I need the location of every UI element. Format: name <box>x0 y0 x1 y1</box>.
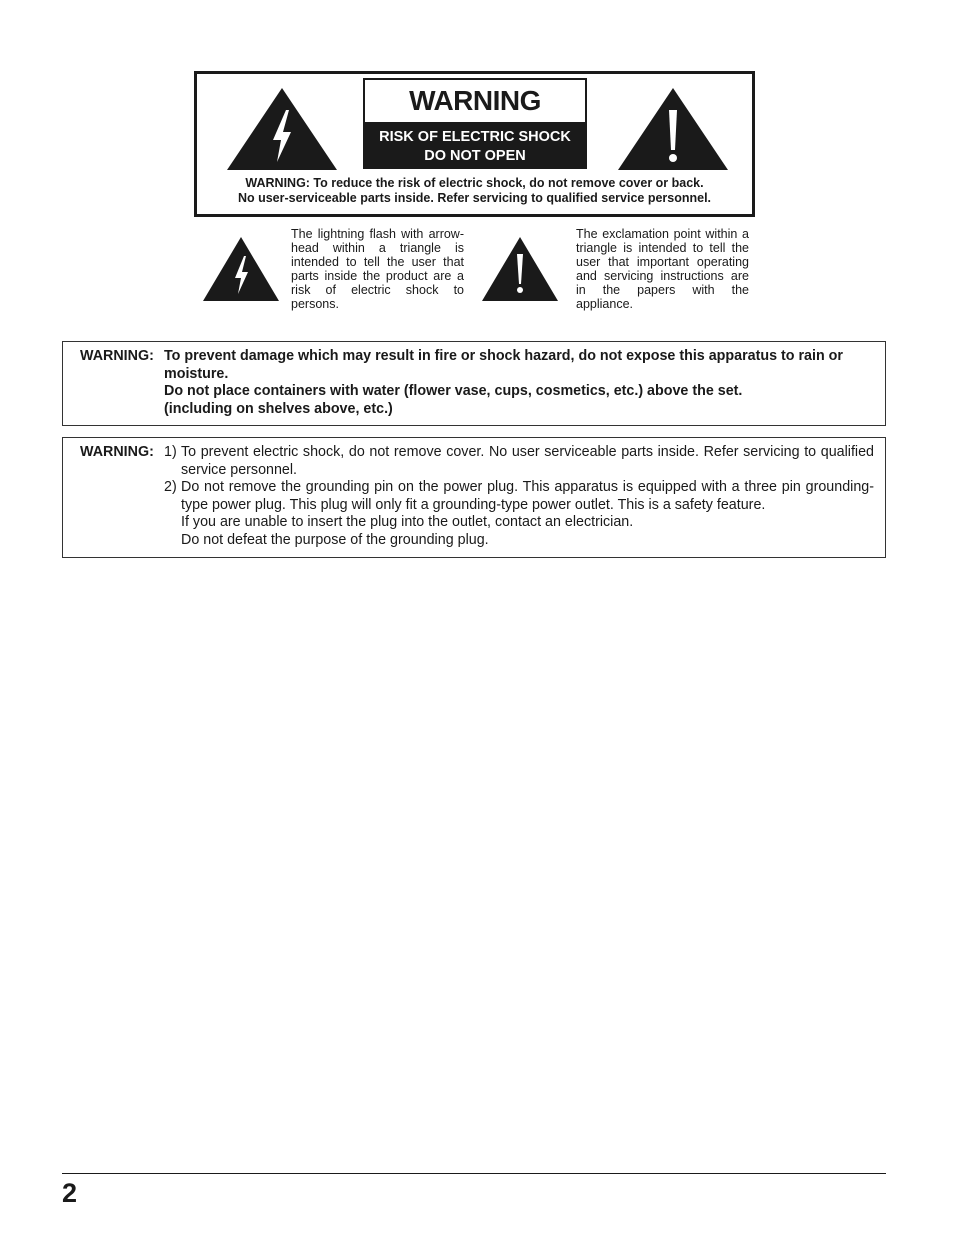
warning-shock-box <box>62 437 886 558</box>
warning-label-footer <box>203 176 746 206</box>
lightning-explanation: The lightning flash with arrow-head within a triangle is intended to tell the user that parts inside the product are a risk of electric shock to persons. <box>291 227 464 311</box>
footer-rule <box>62 1173 886 1174</box>
exclamation-triangle-icon <box>616 86 730 172</box>
lightning-triangle-icon <box>225 86 339 172</box>
warning-subtitle <box>365 124 585 169</box>
warning-label <box>194 71 755 217</box>
item-number: 2) <box>164 479 177 496</box>
warning-shelves-text: (including on shelves above, etc.) <box>164 400 393 417</box>
warning-title-block <box>363 78 587 169</box>
item-text: To prevent electric shock, do not remove cover. No user serviceable parts inside. Refer servicing to qualified service personnel. <box>181 444 874 478</box>
warning-containers-text: Do not place containers with water (flower vase, cups, cosmetics, etc.) above the set. <box>164 383 743 400</box>
item-number: 1) <box>164 444 177 460</box>
item-text-grounding: Do not defeat the purpose of the grounding plug. <box>181 531 489 548</box>
warning-moisture-box <box>62 341 886 426</box>
warning-moisture-text: To prevent damage which may result in fire or shock hazard, do not expose this apparatus to rain or moisture. <box>164 348 843 382</box>
warning-subtitle-line2: DO NOT OPEN <box>424 147 526 164</box>
warning-item-2 <box>164 479 874 549</box>
item-text-electrician: If you are unable to insert the plug into the outlet, contact an electrician. <box>181 514 634 531</box>
warning-label: WARNING: <box>80 444 154 460</box>
lightning-triangle-icon <box>202 236 280 302</box>
exclamation-explanation: The exclamation point within a triangle is intended to tell the user that important operating and servicing instructions are in the papers with the appliance. <box>576 227 749 311</box>
warning-label: WARNING: <box>80 348 154 364</box>
exclamation-triangle-icon <box>481 236 559 302</box>
warning-item-1 <box>164 444 874 479</box>
warning-subtitle-line1: RISK OF ELECTRIC SHOCK <box>379 128 571 145</box>
warning-label-footer-line2: No user-serviceable parts inside. Refer servicing to qualified service personnel. <box>237 191 712 205</box>
item-text: Do not remove the grounding pin on the power plug. This apparatus is equipped with a three pin grounding-type power plug. This plug will only fit a grounding-type power outlet. This is a safety feature. <box>181 479 874 513</box>
warning-title: WARNING <box>365 80 585 124</box>
page-number: 2 <box>62 1178 78 1208</box>
warning-label-footer-line1: WARNING: To reduce the risk of electric shock, do not remove cover or back. <box>245 176 704 190</box>
